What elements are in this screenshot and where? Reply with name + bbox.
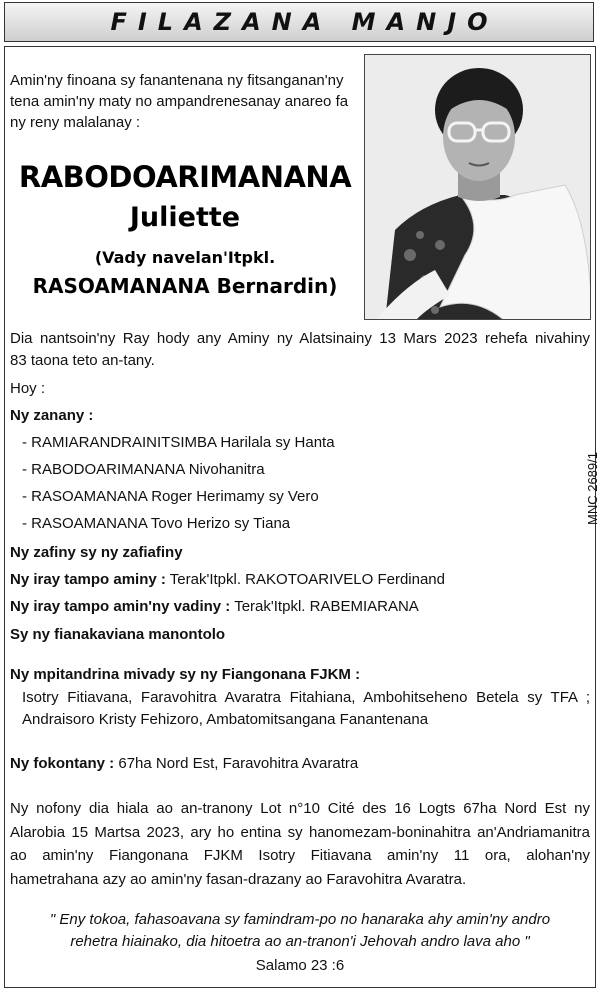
reference-code-text: MNC 2689/1 [585, 452, 600, 525]
quote-line-2: rehetra hiainako, dia hitoetra ao an-tranon'i Jehovah andro lava aho " [70, 933, 530, 950]
child-item-2: - RABODOARIMANANA Nivohanitra [22, 461, 265, 478]
child-item-1: - RAMIARANDRAINITSIMBA Harilala sy Hanta [22, 434, 335, 451]
spouse-sibling-line [10, 596, 590, 618]
sibling-line [10, 569, 590, 591]
quote-block [20, 909, 580, 953]
family-line: Sy ny fianakaviana manontolo [10, 626, 226, 643]
death-notice [10, 328, 590, 372]
fokontany-line [10, 753, 590, 775]
sibling-value: Terak'Itpkl. RAKOTOARIVELO Ferdinand [169, 571, 445, 588]
church-list [22, 687, 590, 731]
notice-title: FILAZANA MANJO [110, 8, 499, 36]
sibling-label: Ny iray tampo aminy : [10, 571, 166, 588]
child-item-3: - RASOAMANANA Roger Herimamy sy Vero [22, 488, 319, 505]
intro-text: Amin'ny finoana sy fanantenana ny fitsanganan'ny tena amin'ny maty no ampandrenesanay anareo fa ny reny malalanay : [10, 72, 349, 131]
portrait-photo [364, 54, 591, 320]
spouse-line-1: (Vady navelan'Itpkl. [94, 248, 276, 267]
fokontany-value: 67ha Nord Est, Faravohitra Avaratra [118, 755, 359, 772]
burial-line-2: Alarobia 15 Martsa 2023, ary ho entina sy hanomezam-boninahitra an'Andriamanitra [10, 823, 590, 841]
child-item-4: - RASOAMANANA Tovo Herizo sy Tiana [22, 515, 291, 532]
spouse-sibling-label: Ny iray tampo amin'ny vadiny : [10, 598, 231, 615]
burial-line-3: ao amin'ny Fiangonana FJKM Isotry Fitiavana amin'ny 11 ora, alohan'ny [10, 847, 590, 864]
hoy-label: Hoy : [10, 380, 46, 397]
grandchildren-line: Ny zafiny sy ny zafiafiny [10, 544, 183, 561]
fokontany-label: Ny fokontany : [10, 755, 115, 772]
church-line-2: Andraisoro Kristy Fehizoro, Ambatomitsangana Fanantenana [22, 711, 429, 728]
church-label: Ny mpitandrina mivady sy ny Fiangonana FJKM : [10, 666, 361, 683]
deceased-surname: RABODOARIMANANA [18, 160, 352, 194]
burial-line-4: hametrahana azy ao amin'ny fasan-drazany ao Faravohitra Avaratra. [10, 870, 467, 888]
death-notice-line-1: Dia nantsoin'ny Ray hody any Aminy ny Alatsinainy 13 Mars 2023 rehefa nivahiny [10, 330, 590, 347]
spouse-sibling-value: Terak'Itpkl. RABEMIARANA [234, 598, 419, 615]
church-line-1: Isotry Fitiavana, Faravohitra Avaratra Fitahiana, Ambohitseheno Betela sy TFA ; [22, 689, 590, 706]
quote-line-1: " Eny tokoa, fahasoavana sy famindram-po no hanaraka ahy amin'ny andro [49, 911, 551, 928]
portrait-illustration [365, 55, 591, 320]
notice-header [4, 2, 594, 42]
burial-paragraph [10, 797, 590, 891]
deceased-given-name: Juliette [129, 202, 241, 233]
quote-reference: Salamo 23 :6 [255, 957, 345, 974]
burial-line-1: Ny nofony dia hiala ao an-tranony Lot n°10 Cité des 16 Logts 67ha Nord Est ny [10, 800, 590, 817]
children-label: Ny zanany : [10, 407, 94, 424]
death-notice-line-2: 83 taona teto an-tany. [10, 352, 155, 369]
spouse-line-2: RASOAMANANA Bernardin) [32, 274, 338, 298]
